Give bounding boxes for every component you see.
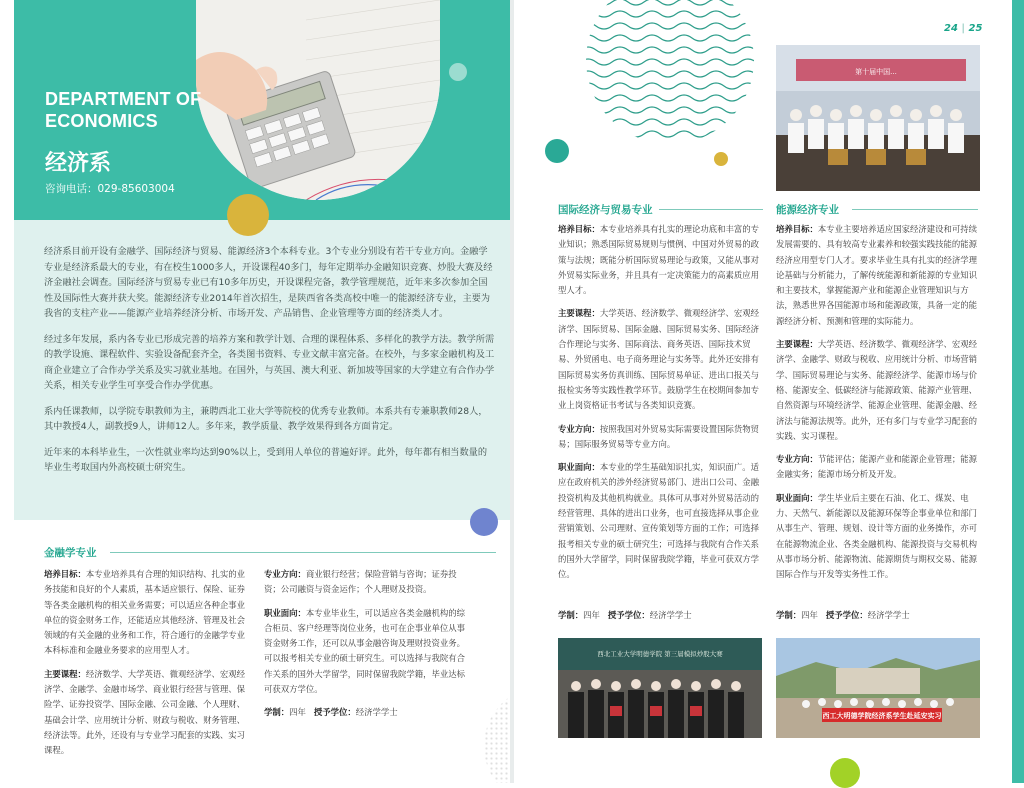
intl-trade-body [558, 222, 762, 591]
gold-dot-small-icon [714, 152, 728, 166]
department-title-en: DEPARTMENT OF ECONOMICS [45, 89, 202, 131]
section-divider [852, 209, 978, 210]
field-text: 经济学学士 [867, 610, 910, 620]
section-divider [110, 552, 496, 553]
finance-col-2 [264, 567, 470, 729]
intro-text [44, 244, 496, 486]
gold-dot-icon [227, 194, 269, 236]
field-text: 经济数学、大学英语、微观经济学、宏观经济学、金融学、金融市场学、商业银行经营与管理、保险学、证券投资学、国际金融、公司金融、个人理财、基础会计学、应用统计分析、财政与税收、财务管理、经济法等。此外，还设有与专业学习配套的实践、实习课程。 [44, 668, 245, 756]
green-dot-icon [830, 758, 860, 788]
field-label: 主要课程： [44, 668, 86, 679]
field-label: 学制： [264, 707, 290, 718]
field-trip-illustration [776, 638, 980, 738]
finance-col-1 [44, 567, 252, 767]
field-text: 本专业培养具有扎实的理论功底和丰富的专业知识；熟悉国际贸易规则与惯例、中国对外贸易的政策与法规；既能分析国际贸易理论与政策，又能从事对外贸易实际业务，并且具有一定决策能力的高素质应用型人才。 [558, 224, 759, 296]
intro-paragraph: 系内任课教师，以学院专职教师为主，兼聘西北工业大学等院校的优秀专业教师。本系共有专兼职教师28人，其中教授4人，副教授9人，讲师12人。多年来，教学质量、教学效果得到各方面肯定。 [44, 405, 488, 432]
field-label: 学制： [776, 610, 802, 620]
blue-dot-icon [470, 508, 498, 536]
intro-paragraph: 经济系目前开设有金融学、国际经济与贸易、能源经济3个本科专业。3个专业分别设有若干专业方向。金融学专业是经济系最大的专业，有在校生1000多人，开设课程40多门，每年定期举办金融知识竞赛、炒股大赛及经济金融社会调查。国际经济与贸易专业已有10多年历史，开设课程完备，教学管理规范，近年来多次参加全国性及国际性大赛并获大奖。能源经济专业2014年首次招生，是陕西省各类高校中唯一的能源经济专业，主要为我省的支柱产业——能源产业培养经济分析、市场开发、产品销售、企业管理等方面的经济类人才。 [44, 246, 493, 319]
page-spine [510, 0, 514, 783]
intro-paragraph: 近年来的本科毕业生，一次性就业率均达到90%以上，受到用人单位的普遍好评。此外，每年都有相当数量的毕业生考取国内外高校硕士研究生。 [44, 446, 488, 473]
field-label: 授予学位： [313, 707, 356, 718]
energy-body [776, 222, 980, 591]
intl-trade-title: 国际经济与贸易专业 [558, 204, 653, 216]
field-text: 四年 [289, 707, 306, 718]
award-group-photo [776, 45, 980, 191]
field-label: 职业面向： [776, 492, 818, 503]
page-right-number: 25 [968, 23, 983, 34]
field-text: 经济学学士 [649, 610, 692, 620]
field-trip-photo [776, 638, 980, 738]
left-page [0, 0, 512, 783]
field-label: 主要课程： [558, 308, 600, 319]
field-text: 本专业培养具有合理的知识结构、扎实的业务技能和良好的个人素质，基本适应银行、保险、证券等各类金融机构的相关业务需要；可以适应各种企事业单位的资金财务工作，还能适应其他经济、管理及社会领域的有关金融的业务和工作，符合通行的金融学专业本科标准和金融业务要求的应用型人才。 [44, 569, 245, 656]
field-label: 培养目标： [776, 224, 818, 234]
department-title-cn: 经济系 [45, 151, 112, 176]
page-numbers: 24 | 25 [944, 23, 983, 34]
right-edge-band [1012, 0, 1024, 783]
field-label: 培养目标： [44, 569, 86, 579]
decor-dot-icon [449, 63, 467, 81]
field-trip-banner-text: 西工大明德学院经济系学生赴延安实习 [822, 712, 942, 720]
field-label: 职业面向： [264, 607, 306, 618]
energy-title: 能源经济专业 [776, 204, 839, 216]
competition-group-photo [558, 638, 762, 738]
field-text: 节能评估；能源产业和能源企业管理；能源金融实务；能源市场分析及开发。 [776, 454, 977, 480]
field-text: 学生毕业后主要在石油、化工、煤炭、电力、天然气、新能源以及能源环保等企事业单位和部门从事生产、管理、规划、设计等方面的业务操作，亦可在能源物流企业、各类金融机构、能源投资与交易机构从事市场分析、能源物流、能源期货与期权交易、能源国际合作与开发等实务性工作。 [776, 492, 977, 580]
wave-circle-decor [580, 0, 760, 150]
field-label: 授予学位： [607, 610, 650, 620]
field-label: 专业方向： [776, 454, 818, 465]
section-divider [659, 209, 763, 210]
award-photo-illustration [776, 45, 980, 191]
field-text: 本专业主要培养适应国家经济建设和可持续发展需要的、具有较高专业素养和较强实践技能的能源经济应用型专门人才。要求毕业生具有扎实的经济学理论基础与分析能力，了解传统能源和新能源的专业知识和主要技术，掌握能源产业和能源企业管理知识与方法，熟悉世界各国能源市场和能源政策，具备一定的能源经济分析、预测和管理的实际能力。 [776, 224, 977, 326]
teal-dot-icon [545, 139, 569, 163]
competition-photo-illustration [558, 638, 762, 738]
finance-title: 金融学专业 [44, 547, 97, 559]
energy-degree [776, 608, 980, 623]
award-banner-text: 第十届中国... [855, 68, 897, 76]
intl-trade-degree [558, 608, 762, 623]
field-text: 四年 [583, 610, 600, 620]
dotted-circle-decor [484, 686, 512, 783]
field-text: 大学英语、经济数学、微观经济学、宏观经济学、金融学、财政与税收、应用统计分析、市场营销学、国际贸易理论与实务、能源经济学、能源市场与价格、能源安全、低碳经济与能源政策、能源产业管理、自然资源与环境经济学、能源企业管理、能源金融、经济法与能源法规等。此外，还有多门与专业学习配套的实践、实习课程。 [776, 339, 977, 441]
field-label: 专业方向： [558, 423, 600, 434]
field-text: 本专业的学生基础知识扎实，知识面广。适应在政府机关的涉外经济贸易部门、进出口公司、金融投资机构及其他机构就业。具体可从事对外贸易活动的经营管理、具体的进出口业务，也可直接选择从事企业营销策划、公司理财、宣传策划等方面的工作；可选择报考相关专业的硕士研究生；可选择与我院有合作关系的国外大学留学，同时保留我院学籍，毕业可获双方学位。 [558, 462, 759, 580]
field-text: 本专业毕业生，可以适应各类金融机构的综合柜员、客户经理等岗位业务，也可在企事业单位从事资金财务工作，还可以从事金融咨询及理财投资业务。可以报考相关专业的硕士研究生。可以选择与我院有合作关系的国外大学留学，同时保留我院学籍，毕业达标可获双方学位。 [264, 607, 465, 695]
competition-banner-text: 西北工业大学明德学院 第三届模拟炒股大赛 [597, 650, 723, 658]
contact-phone: 咨询电话：029-85603004 [45, 183, 175, 195]
field-text: 商业银行经营；保险营销与咨询；证券投资；公司融资与资金运作；个人理财及投资。 [264, 569, 457, 595]
field-label: 专业方向： [264, 569, 306, 579]
field-label: 职业面向： [558, 462, 600, 473]
page-left-number: 24 [944, 23, 958, 34]
field-label: 授予学位： [825, 610, 868, 620]
field-label: 培养目标： [558, 224, 600, 234]
field-label: 主要课程： [776, 339, 818, 350]
field-text: 经济学学士 [355, 707, 398, 718]
intro-paragraph: 经过多年发展，系内各专业已形成完善的培养方案和教学计划、合理的课程体系、多样化的教学方法。教学所需的教学设施、课程软件、实验设备配套齐全，各类图书资料、专业文献丰富完备。在校外，与多家金融机构及工商企业建立了合作办学关系及实习就业基地。在国外，与英国、澳大利亚、新加坡等国家的大学建立有合作办学关系，相关专业学生可享受合作办学优惠。 [44, 333, 495, 391]
field-text: 四年 [801, 610, 818, 620]
field-label: 学制： [558, 610, 584, 620]
field-text: 按照我国对外贸易实际需要设置国际货物贸易；国际服务贸易等专业方向。 [558, 423, 759, 449]
field-text: 大学英语、经济数学、微观经济学、宏观经济学、国际贸易、国际金融、国际贸易实务、国际经济合作理论与实务、国际商法、商务英语、国际技术贸易、外贸函电、电子商务理论与实务等。此外还安排有国际贸易实务仿真训练、国际贸易单证、进出口报关与报检实务等实践性教学环节。鼓励学生在校期间参加专业上岗资格证书考试与各类知识竞赛。 [558, 308, 759, 411]
